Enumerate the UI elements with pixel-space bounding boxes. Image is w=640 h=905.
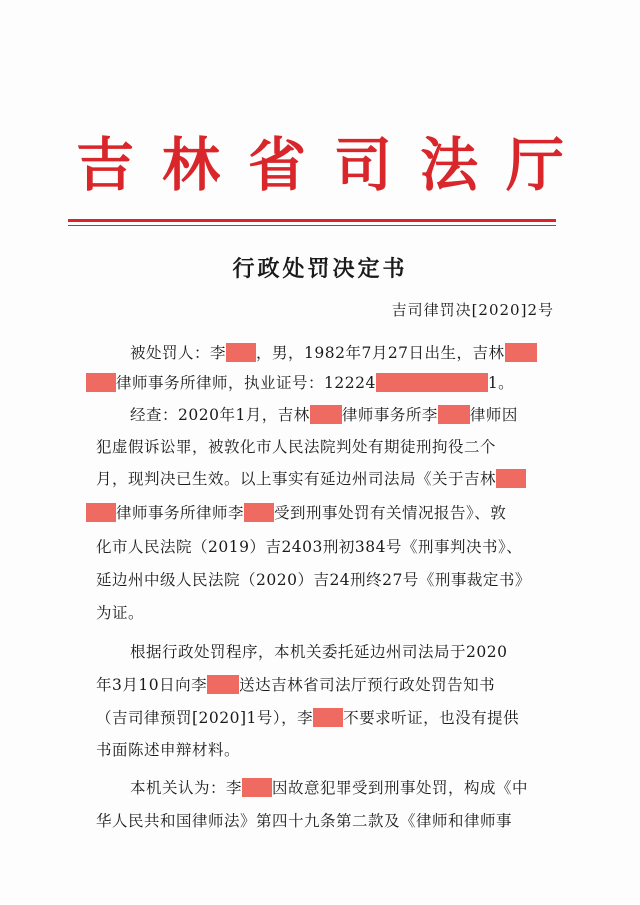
text-segment: ，男，1982年7月27日出生，吉林 xyxy=(256,344,505,362)
letterhead-char: 司 xyxy=(334,131,393,199)
red-rule-thin xyxy=(68,225,556,226)
redaction-block xyxy=(310,405,342,424)
text-line xyxy=(86,373,514,393)
letterhead-char: 法 xyxy=(420,131,479,199)
redaction-block xyxy=(226,343,256,362)
text-line: 延边州中级人民法院（2020）吉24刑终27号《刑事裁定书》 xyxy=(96,571,531,589)
text-line: 犯虚假诉讼罪，被敦化市人民法院判处有期徒刑拘役二个 xyxy=(96,438,497,456)
text-line: 化市人民法院（2019）吉2403刑初384号《刑事判决书》、 xyxy=(96,538,523,556)
redaction-block xyxy=(86,503,116,522)
text-segment: 年3月10日向李 xyxy=(96,676,208,694)
text-line xyxy=(96,675,495,695)
text-segment: 律师因 xyxy=(469,406,518,424)
letterhead-char: 省 xyxy=(247,131,306,199)
text-line xyxy=(130,778,528,798)
text-segment: 本机关认为：李 xyxy=(130,779,243,797)
text-segment: （吉司律预罚[2020]1号），李 xyxy=(96,709,314,727)
text-segment: 律师事务所律师李 xyxy=(116,504,245,522)
text-segment: 被处罚人：李 xyxy=(130,344,227,362)
letterhead-char: 厅 xyxy=(506,131,565,199)
text-line: 根据行政处罚程序，本机关委托延边州司法局于2020 xyxy=(130,643,508,661)
text-line xyxy=(130,343,537,363)
redaction-block xyxy=(207,675,239,694)
redaction-block xyxy=(438,405,470,424)
text-line: 为证。 xyxy=(96,604,145,622)
text-segment: 月，现判决已生效。以上事实有延边州司法局《关于吉林 xyxy=(96,470,497,488)
text-line: 华人民共和国律师法》第四十九条第二款及《律师和律师事 xyxy=(96,812,513,830)
document-number: 吉司律罚决[2020]2号 xyxy=(391,301,554,319)
redaction-block xyxy=(242,778,272,797)
text-line: 书面陈述申辩材料。 xyxy=(96,741,241,759)
text-segment: 律师事务所律师，执业证号：12224 xyxy=(116,374,376,392)
text-line xyxy=(96,469,526,489)
text-line xyxy=(96,708,519,728)
redaction-block xyxy=(244,503,274,522)
letterhead-char: 林 xyxy=(161,131,220,199)
redaction-block xyxy=(505,343,537,362)
redaction-block xyxy=(376,373,488,392)
text-segment: 1。 xyxy=(487,374,515,392)
text-segment: 受到刑事处罚有关情况报告》、敦 xyxy=(274,504,507,522)
text-line xyxy=(86,503,506,523)
document-title: 行政处罚决定书 xyxy=(232,257,408,282)
text-segment: 送达吉林省司法厅预行政处罚告知书 xyxy=(239,676,496,694)
red-rule-thick xyxy=(68,219,556,222)
text-segment: 律师事务所李 xyxy=(341,406,438,424)
text-line xyxy=(130,405,518,425)
text-segment: 不要求听证，也没有提供 xyxy=(343,709,520,727)
text-segment: 经查：2020年1月，吉林 xyxy=(130,406,310,424)
redaction-block xyxy=(313,708,343,727)
redaction-block xyxy=(496,469,526,488)
letterhead xyxy=(0,130,640,200)
letterhead-char: 吉 xyxy=(75,131,134,199)
text-segment: 因故意犯罪受到刑事处罚，构成《中 xyxy=(272,779,529,797)
redaction-block xyxy=(86,373,116,392)
